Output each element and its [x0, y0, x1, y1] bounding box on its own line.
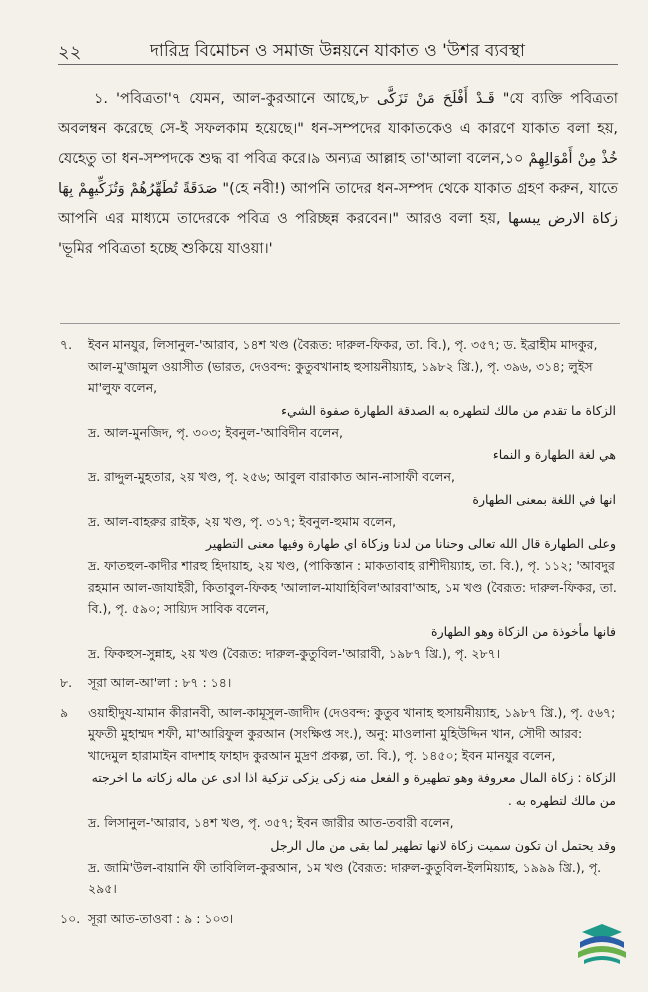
text-span: ১. 'পবিত্রতা'৭ যেমন, আল-কুরআনে আছে,৮: [94, 91, 377, 107]
text-span: "(হে নবী!) আপনি তাদের ধন-সম্পদ থেকে যাকাত গ্রহণ করুন, যাতে আপনি এর মাধ্যমে তাদেরকে পবিত্র ও পরিচ্ছন্ন করবেন।" আরও বলা হয়,: [58, 181, 618, 227]
footnote-number: ৮.: [60, 675, 73, 690]
footnote-number: ৭.: [60, 337, 73, 352]
footnote-text: সূরা আত-তাওবা : ৯ : ১০৩।: [88, 910, 234, 926]
footnote-text: সূরা আল-আ'লা : ৮৭ : ১৪।: [88, 675, 232, 690]
footnote: [60, 908, 620, 930]
text-span: "যে ব্যক্তি পবিত্রতা অবলম্বন করেছে সে-ই সফলকাম হয়েছে।" ধন-সম্পদের যাকাতকেও এ কারণে যাকাত বলা হয়, যেহেতু তা ধন-সম্পদকে শুদ্ধ বা পবিত্র করে।৯ অন্যত্র আল্লাহ তা'আলা বলেন,১০: [58, 91, 618, 167]
footnote-text: দ্র. আল-মুনজিদ, পৃ. ৩০৩; ইবনুল-'আবিদীন বলেন,: [88, 424, 343, 440]
footnote-text: দ্র. জামি'উল-বায়ানি ফী তাবিলিল-কুরআন, ১ম খণ্ড (বৈরূত: দারুল-কুতুবিল-ইলমিয়্যাহ, ১৯৯৯ খ্রি.), পৃ. ২৯৫।: [88, 859, 602, 896]
footnote-text: দ্র. ফাতহুল-কাদীর শারহু হিদায়াহ, ২য় খণ্ড, (পাকিস্তান : মাকতাবাহ রাশীদীয়্যাহ, তা. বি.), পৃ. ১১২; 'আবদুর রহমান আল-জাযাইরী, কিতাবুল-ফিকহ 'আলাল-মাযাহিবিল'আরবা'আহ, ১ম খণ্ড (বৈরূত: দারুল-ফিকর, তা. বি.), পৃ. ৫৯০; সায়্যিদ সাবিক বলেন,: [88, 558, 617, 616]
footnote: [60, 672, 620, 694]
text-span: 'ভূমির পবিত্রতা হচ্ছে শুকিয়ে যাওয়া।': [58, 241, 273, 257]
footnote-text: দ্র. ফিকহুস-সুন্নাহ, ২য় খণ্ড (বৈরূত: দারুল-কুতুবিল-'আরাবী, ১৯৮৭ খ্রি.), পৃ. ২৮৭।: [88, 645, 501, 661]
footnote-arabic-quote: الزكاة : زكاة المال معروفة وهو تطهيرة و الفعل منه زكى يزكى تزكية اذا ادى عن ماله زكاته ما اخرجته من مالك لتطهره به .: [91, 770, 616, 808]
footnote-text: ইবন মানযুর, লিসানুল-'আরাব, ১৪শ খণ্ড (বৈরূত: দারুল-ফিকর, তা. বি.), পৃ. ৩৫৭; ড. ইব্রাহীম মাদকুর, আল-মু'জামুল ওয়াসীত (ভারত, দেওবন্দ: কুতুবখানাহ হুসায়নীয়্যাহ, ১৯৮২ খ্রি.), পৃ. ৩৯৬, ৩১৪; লুইস মা'লুফ বলেন,: [88, 337, 598, 395]
footnote-divider: [60, 323, 620, 324]
page-header: [58, 34, 618, 65]
footnote: [60, 334, 620, 664]
book-wave-logo-icon: [574, 922, 630, 968]
footnote-text: দ্র. আল-বাহরুর রাইক, ২য় খণ্ড, পৃ. ৩১৭; ইবনুল-হুমাম বলেন,: [88, 513, 397, 529]
paragraph: [58, 84, 618, 264]
page-number: ২২: [58, 42, 82, 63]
footnote-text: ওয়াহীদুয-যামান কীরানবী, আল-কামূসুল-জাদীদ (দেওবন্দ: কুতুব খানাহ হুসায়নীয়্যাহ, ১৯৮৭ খ্রি.), পৃ. ৫৬৭; মুফতী মুহাম্মদ শফী, মা'আরিফুল কুরআন (সংক্ষিপ্ত সং.), অনু: মাওলানা মুহিউদ্দিন খান, সৌদী আরব: খাদেমুল হারামাইন বাদশাহ ফাহাদ কুরআন মুদ্রণ প্রকল্প, তা. বি.), পৃ. ১৪৫০; ইবন মানযুর বলেন,: [88, 704, 616, 763]
footnote-text: দ্র. লিসানুল-'আরাব, ১৪শ খণ্ড, পৃ. ৩৫৭; ইবন জারীর আত-তবারী বলেন,: [88, 815, 454, 830]
main-text: [58, 84, 618, 264]
footnote-text: দ্র. রাদ্দুল-মুহতার, ২য় খণ্ড, পৃ. ২৫৬; আবুল বারাকাত আন-নাসাফী বলেন,: [88, 469, 455, 484]
footnote-arabic-quote: وقد يحتمل ان تكون سميت زكاة لانها تطهير لما بقى من مال الرجل: [270, 837, 616, 853]
footnote-arabic-quote: انها في اللغة بمعنى الطهارة: [472, 491, 616, 507]
footnote-arabic-quote: هي لغة الطهارة و النماء: [492, 447, 616, 462]
footnote-arabic-quote: وعلى الطهارة قال الله تعالى وحنانا من لدنا وزكاة اي طهارة وفيها معنى التطهير: [205, 536, 616, 551]
footnote: [60, 702, 620, 900]
arabic-quote: زكاة الارض يبسها: [508, 211, 618, 227]
arabic-quote: خُذْ مِنْ أَمْوَالِهِمْ صَدَقَةً تُطَهِّرُهُمْ وَتُزَكِّيهِمْ بِهَا: [58, 151, 619, 197]
footnote-number: ৯: [60, 704, 69, 720]
arabic-quote: قَـدْ أَفْلَحَ مَنْ تَزَكَّى: [376, 91, 495, 107]
footnote-arabic-quote: فانها مأخوذة من الزكاة وهو الطهارة: [431, 623, 616, 639]
footnote-number: ১০.: [60, 910, 81, 926]
footnotes: [60, 334, 620, 937]
running-head: দারিদ্র বিমোচন ও সমাজ উন্নয়নে যাকাত ও 'উশর ব্যবস্থা: [150, 41, 525, 61]
footnote-arabic-quote: الزكاة ما تقدم من مالك لتطهره به الصدقة الطهارة صفوة الشيء: [281, 402, 616, 418]
